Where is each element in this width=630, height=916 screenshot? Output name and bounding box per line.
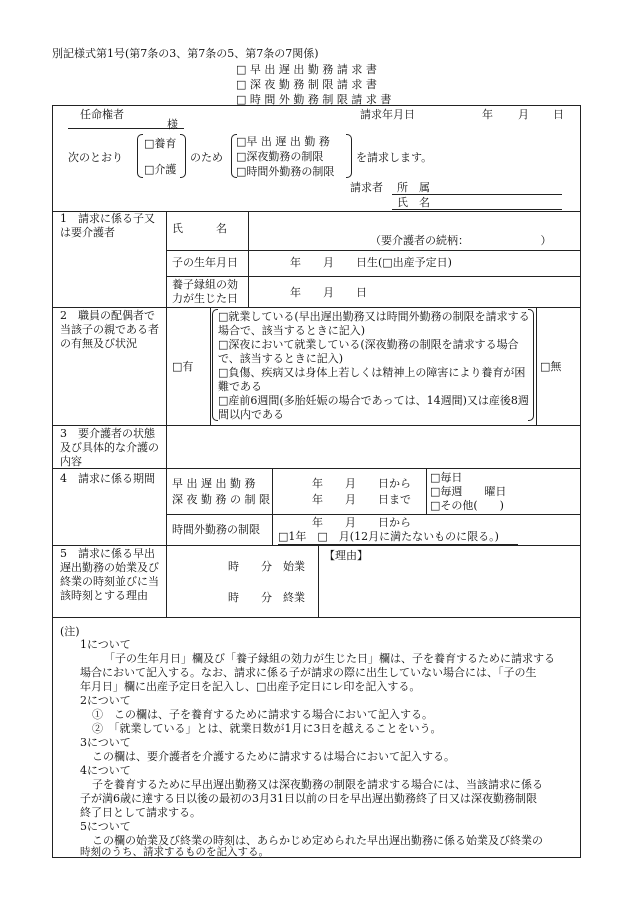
form-reference: 別記様式第1号(第7条の3、第7条の5、第7条の7関係)	[52, 47, 319, 60]
sec1-relation[interactable]: （要介護者の続柄： ）	[370, 234, 552, 247]
column-divider	[318, 545, 319, 617]
column-divider	[426, 468, 427, 514]
checkbox-night-working[interactable]: □深夜において就業している(深夜勤務の制限を請求する場合で、該当するときに記入)	[218, 338, 519, 365]
sec1-adopt-label: 養子縁組の効力が生じた日	[172, 278, 238, 305]
sama-label: 様	[167, 118, 178, 131]
row-divider	[52, 617, 581, 618]
note3-title: 3について	[80, 736, 131, 749]
column-divider	[166, 211, 167, 617]
note4-line: 子が満6歳に達する日以後の最初の3月31日以前の日を早出遅出勤務終了日又は深夜勤務制限	[80, 792, 537, 805]
title-overtime[interactable]: □ 時 間 外 勤 務 制 限 請 求 書	[236, 93, 392, 106]
checkbox-other[interactable]: □その他( )	[430, 499, 504, 512]
note5-line: 時刻のうち、請求するものを記入する。	[80, 846, 269, 858]
note4-line: 子を養育するために早出遅出勤務又は深夜勤務の制限を請求する場合には、当該請求に係る	[92, 778, 543, 791]
year-label: 年	[482, 108, 493, 121]
request-bracket-right	[346, 134, 352, 178]
sec3-label: 3 要介護者の状態及び具体的な介護の内容	[60, 427, 159, 468]
care-bracket-right	[180, 134, 186, 178]
checkbox-childbirth[interactable]: □産前6週間(多胎妊娠の場合であっては、14週間)又は産後8週間以内である	[218, 394, 529, 421]
note4-line: 終了日として請求する。	[80, 806, 201, 819]
column-divider	[248, 211, 249, 307]
column-divider	[210, 307, 211, 425]
note4-title: 4について	[80, 764, 131, 777]
sec4-from[interactable]: 年 月 日から	[312, 477, 411, 490]
sec5-label: 5 請求に係る早出遅出勤務の始業及び終業の時刻並びに当該時刻とする理由	[60, 547, 159, 602]
ot-period-underline	[278, 544, 518, 545]
checkbox-spouse-no[interactable]: □無	[540, 360, 562, 373]
note3-line: この欄は、要介護者を介護するために請求するは場合において記入する。	[92, 750, 455, 763]
name-line[interactable]	[392, 209, 562, 210]
affiliation-label: 所 属	[397, 181, 430, 194]
name-label: 氏 名	[397, 196, 430, 209]
note5-line: この欄の始業及び終業の時刻は、あらかじめ定められた早出遅出勤務に係る始業及び終業の	[92, 834, 543, 847]
checkbox-yoiku[interactable]: □養育	[144, 137, 177, 150]
checkbox-disability[interactable]: □負傷、疾病又は身体上若しくは精神上の障害により養育が困難である	[218, 366, 526, 393]
title-night[interactable]: □ 深 夜 勤 務 制 限 請 求 書	[236, 78, 377, 91]
sec4-early-late: 早 出 遅 出 勤 務	[172, 477, 256, 490]
sec1-birth-value[interactable]: 年 月 日生(□出産予定日)	[290, 256, 452, 269]
note1-line: 「子の生年月日」欄及び「養子縁組の効力が生じた日」欄は、子を養育するために請求する	[104, 652, 555, 665]
sec5-start[interactable]: 時 分 始業	[228, 560, 305, 573]
sec5-reason[interactable]: 【理由】	[324, 549, 368, 562]
sec4-ot-period[interactable]: □1年 □ 月(12月に満たないものに限る。)	[278, 530, 499, 543]
tame-label: のため	[190, 151, 223, 164]
sec4-ot-from[interactable]: 年 月 日から	[312, 516, 411, 529]
tsugi-label: 次のとおり	[68, 151, 123, 164]
note2-line: ② 「就業している」とは、就業日数が1月に3日を越えることをいう。	[92, 722, 442, 735]
checkbox-daily[interactable]: □毎日	[430, 471, 463, 484]
sec1-label: 1 請求に係る子又は要介護者	[60, 212, 155, 239]
day-label: 日	[553, 108, 564, 121]
note2-title: 2について	[80, 694, 131, 707]
notes-head: (注)	[60, 625, 80, 638]
care-bracket-left	[137, 134, 143, 178]
affiliation-line[interactable]	[392, 194, 562, 195]
checkbox-overtime-limit[interactable]: □時間外勤務の制限	[236, 165, 335, 178]
note1-line: 場合において記入する。なお、請求に係る子が請求の際に出生していない場合には、「子の生	[80, 666, 537, 679]
column-divider	[536, 307, 537, 425]
row-divider	[52, 545, 581, 546]
row-divider	[166, 250, 581, 251]
month-label: 月	[518, 108, 529, 121]
shimasu-label: を請求します。	[356, 151, 433, 164]
row-divider	[52, 307, 581, 308]
sec4-label: 4 請求に係る期間	[60, 472, 155, 485]
checkbox-kaigo[interactable]: □介護	[144, 163, 177, 176]
sec1-birth-label: 子の生年月日	[172, 256, 238, 269]
sec5-end[interactable]: 時 分 終業	[228, 591, 305, 604]
note2-line: ① この欄は、子を養育するために請求する場合において記入する。	[92, 708, 433, 721]
row-divider	[52, 425, 581, 426]
checkbox-night-limit[interactable]: □深夜勤務の制限	[236, 150, 324, 163]
note5-title: 5について	[80, 820, 131, 833]
appointer-label: 任命権者	[80, 108, 124, 121]
row-divider	[166, 514, 581, 515]
requester-label: 請求者	[350, 181, 383, 194]
sec2-label: 2 職員の配偶者で当該子の親である者の有無及び状況	[60, 309, 159, 350]
checkbox-early-late[interactable]: □早 出 遅 出 勤 務	[236, 135, 330, 148]
column-divider	[272, 468, 273, 545]
note1-title: 1について	[80, 638, 131, 651]
request-date-label: 請求年月日	[360, 108, 415, 121]
sec4-overtime: 時間外勤務の制限	[172, 523, 260, 536]
checkbox-working[interactable]: □就業している(早出遅出勤務又は時間外勤務の制限を請求する場合で、該当するときに記入)	[218, 310, 530, 337]
checkbox-spouse-yes[interactable]: □有	[172, 360, 194, 373]
sec4-night: 深 夜 勤 務 の 制 限	[172, 493, 270, 506]
checkbox-weekly[interactable]: □毎週 曜日	[430, 485, 507, 498]
sec1-name-label: 氏 名	[172, 222, 227, 235]
sec4-to[interactable]: 年 月 日まで	[312, 493, 411, 506]
title-early-late[interactable]: □ 早 出 遅 出 勤 務 請 求 書	[236, 63, 377, 76]
note1-line: 年月日」欄に出産予定日を記入し、□出産予定日にレ印を記入する。	[80, 680, 421, 693]
row-divider	[166, 276, 581, 277]
sec1-adopt-value[interactable]: 年 月 日	[290, 286, 367, 299]
